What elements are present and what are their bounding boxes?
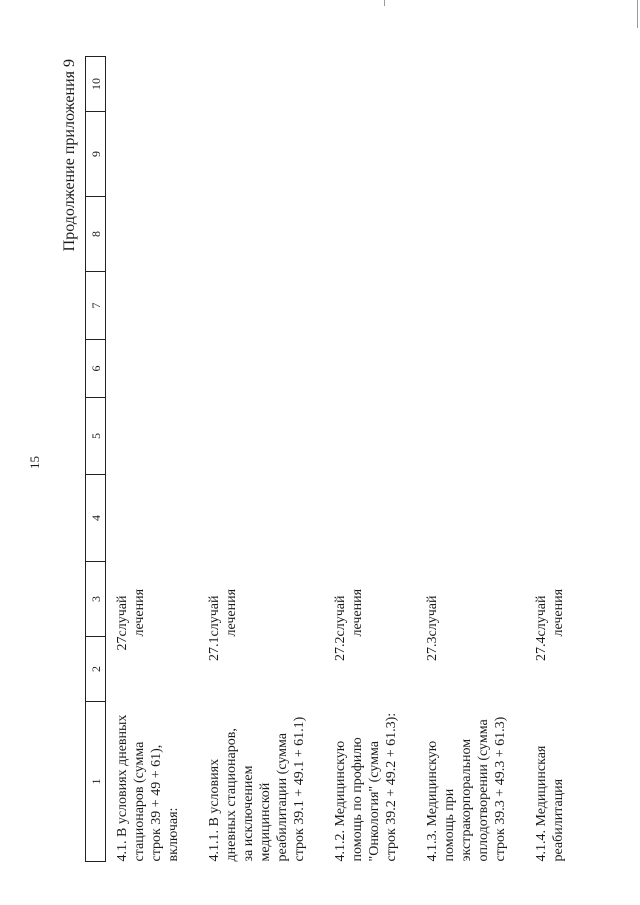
empty-value-cell: [106, 197, 199, 272]
empty-value-cell: [416, 57, 525, 112]
indicator-name-line: стационаров (сумма: [132, 741, 147, 862]
empty-value-cell: [324, 398, 416, 475]
indicator-name-line: оплодотворении (сумма: [476, 719, 491, 862]
data-table: [85, 56, 583, 862]
line-number-cell: 27.3: [425, 636, 440, 661]
empty-value-cell: [416, 340, 525, 398]
indicator-name-line: строк 39.3 + 49.3 + 61.3): [493, 716, 508, 862]
empty-value-cell: [106, 340, 199, 398]
empty-value-cell: [416, 197, 525, 272]
indicator-name-line: 4.1.2. Медицинскую: [333, 740, 348, 862]
column-number: 3: [86, 562, 106, 637]
column-number: 1: [86, 702, 106, 862]
unit-line: лечения: [132, 588, 147, 637]
unit-line: случай: [115, 595, 130, 637]
empty-value-cell: [525, 112, 583, 197]
indicator-name-line: 4.1. В условиях дневных: [115, 714, 130, 862]
empty-value-cell: [106, 475, 199, 562]
empty-value-cell: [198, 340, 324, 398]
indicator-name-line: 4.1.1. В условиях: [207, 758, 222, 862]
indicator-name-line: "Онкология" (сумма: [367, 741, 382, 862]
column-number: 4: [86, 475, 106, 562]
table-row: [525, 57, 583, 862]
indicator-name-cell: [525, 702, 583, 862]
empty-value-cell: [198, 197, 324, 272]
indicator-name-line: медицинской: [258, 782, 273, 862]
empty-value-cell: [525, 57, 583, 112]
line-number-cell: 27.4: [534, 636, 549, 661]
empty-value-cell: [525, 398, 583, 475]
table-row: [416, 57, 525, 862]
empty-value-cell: [324, 475, 416, 562]
column-number: 2: [86, 637, 106, 702]
empty-value-cell: [525, 272, 583, 340]
indicator-name-line: помощь по профилю: [350, 737, 365, 862]
indicator-name-line: экстракорпоральном: [459, 738, 474, 862]
indicator-name-line: строк 39 + 49 + 61),: [149, 744, 164, 862]
indicator-name-line: реабилитация: [551, 778, 566, 862]
empty-value-cell: [416, 112, 525, 197]
empty-value-cell: [525, 197, 583, 272]
line-number-cell: 27.1: [207, 636, 222, 661]
indicator-name-cell: [416, 702, 525, 862]
empty-value-cell: [106, 57, 199, 112]
unit-line: случай: [333, 595, 348, 637]
indicator-name-line: за исключением: [241, 765, 256, 862]
empty-value-cell: [198, 112, 324, 197]
indicator-name-line: 4.1.3. Медицинскую: [425, 740, 440, 862]
empty-value-cell: [324, 112, 416, 197]
empty-value-cell: [198, 398, 324, 475]
unit-line: лечения: [224, 588, 239, 637]
line-number-cell: 27.2: [333, 636, 348, 661]
table-row: [198, 57, 324, 862]
indicator-name-cell: [324, 702, 416, 862]
indicator-name-cell: [106, 702, 199, 862]
unit-line: лечения: [551, 588, 566, 637]
unit-line: случай: [425, 595, 440, 637]
empty-value-cell: [416, 272, 525, 340]
empty-value-cell: [525, 340, 583, 398]
unit-cell: [324, 562, 416, 637]
column-number: 6: [86, 340, 106, 398]
unit-cell: [525, 562, 583, 637]
empty-value-cell: [198, 57, 324, 112]
unit-cell: [106, 562, 199, 637]
empty-value-cell: [324, 272, 416, 340]
empty-value-cell: [416, 475, 525, 562]
empty-value-cell: [198, 475, 324, 562]
unit-cell: [198, 562, 324, 637]
unit-line: случай: [534, 595, 549, 637]
indicator-name-line: 4.1.4. Медицинская: [534, 745, 549, 862]
page-number: 15: [27, 456, 42, 469]
indicator-name-line: строк 39.1 + 49.1 + 61.1): [292, 716, 307, 862]
appendix-continuation-label: Продолжение приложения 9: [61, 59, 78, 252]
indicator-name-line: помощь при: [442, 788, 457, 862]
table-row: [324, 57, 416, 862]
empty-value-cell: [416, 398, 525, 475]
unit-line: случай: [207, 595, 222, 637]
empty-value-cell: [324, 57, 416, 112]
table-row: [106, 57, 199, 862]
empty-value-cell: [106, 272, 199, 340]
empty-value-cell: [106, 112, 199, 197]
line-number-cell: 27: [115, 636, 130, 651]
unit-line: лечения: [350, 588, 365, 637]
empty-value-cell: [198, 272, 324, 340]
unit-cell: [416, 562, 525, 637]
indicator-name-line: строк 39.2 + 49.2 + 61.3):: [384, 712, 399, 862]
column-number-row: [86, 57, 106, 862]
column-number: 7: [86, 272, 106, 340]
empty-value-cell: [525, 475, 583, 562]
column-number: 9: [86, 112, 106, 197]
empty-value-cell: [324, 197, 416, 272]
column-number: 10: [86, 57, 106, 112]
indicator-name-cell: [198, 702, 324, 862]
empty-value-cell: [324, 340, 416, 398]
indicator-name-line: включая:: [166, 807, 181, 862]
empty-value-cell: [106, 398, 199, 475]
column-number: 8: [86, 197, 106, 272]
indicator-name-line: реабилитации (сумма: [275, 732, 290, 862]
indicator-name-line: дневных стационаров,: [224, 728, 239, 862]
column-number: 5: [86, 398, 106, 475]
